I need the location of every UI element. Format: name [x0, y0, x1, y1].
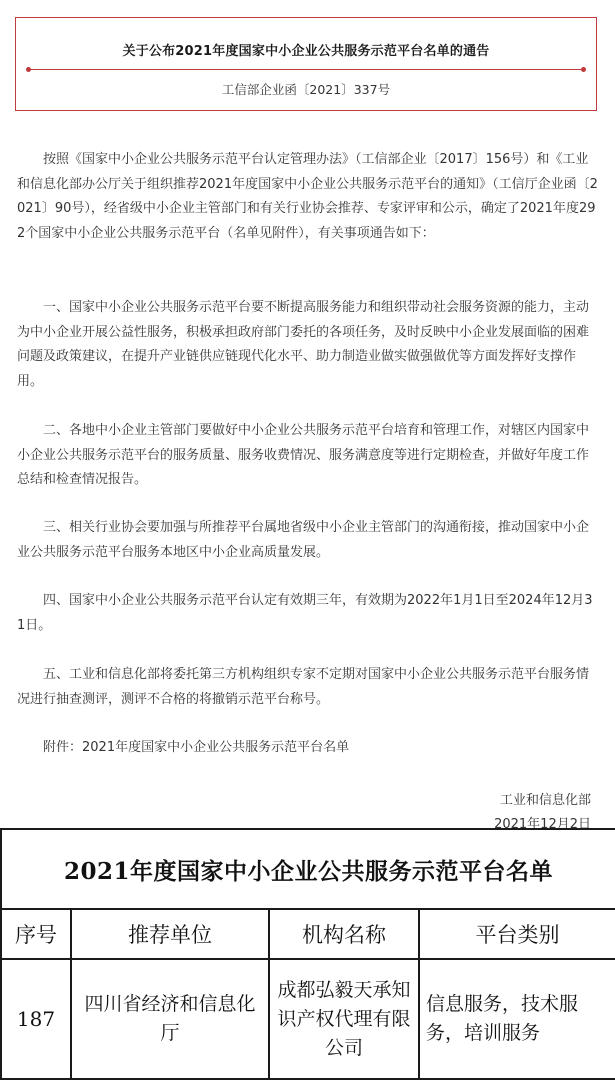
paragraph-item-4: [17, 589, 599, 638]
column-header-category: 平台类别: [419, 909, 615, 959]
paragraph-intro: [17, 148, 599, 246]
paragraph-item-3-text: 三、相关行业协会要加强与所推荐平台属地省级中小企业主管部门的沟通衔接，推动国家中小企业公共服务示范平台服务本地区中小企业高质量发展。: [17, 520, 590, 560]
column-header-index: 序号: [1, 909, 71, 959]
paragraph-item-5: [17, 663, 599, 712]
signature-date: 2021年12月2日: [494, 817, 591, 832]
column-header-organization: 机构名称: [269, 909, 419, 959]
paragraph-intro-text: 按照《国家中小企业公共服务示范平台认定管理办法》（工信部企业〔2017〕156号）和《工业和信息化部办公厅关于组织推荐2021年度国家中小企业公共服务示范平台的通知》（工信厅企业函〔2021〕90号），经省级中小企业主管部门和有关行业协会推荐、专家评审和公示，确定了2021年度292个国家中小企业公共服务示范平台（名单见附件），有关事项通告如下：: [17, 152, 598, 241]
paragraph-item-2-text: 二、各地中小企业主管部门要做好中小企业公共服务示范平台培育和管理工作，对辖区内国家中小企业公共服务示范平台的服务质量、服务收费情况、服务满意度等进行定期检查，并做好年度工作总结和检查情况报告。: [17, 423, 590, 488]
divider-dot-right: [581, 67, 586, 72]
divider-dot-left: [26, 67, 31, 72]
paragraph-item-4-text: 四、国家中小企业公共服务示范平台认定有效期三年，有效期为2022年1月1日至2024年12月31日。: [17, 593, 593, 633]
table-title: 2021年度国家中小企业公共服务示范平台名单: [1, 829, 615, 909]
paragraph-item-1-text: 一、国家中小企业公共服务示范平台要不断提高服务能力和组织带动社会服务资源的能力，主动为中小企业开展公益性服务，积极承担政府部门委托的各项任务，及时反映中小企业发展面临的困难问题及政策建议，在提升产业链供应链现代化水平、助力制造业做实做强做优等方面发挥好支撑作用。: [17, 300, 590, 389]
notice-header-box: [15, 17, 597, 111]
attachment-link-text: 附件：2021年度国家中小企业公共服务示范平台名单: [43, 740, 350, 755]
cell-recommender: 四川省经济和信息化厅: [71, 959, 269, 1079]
paragraph-item-5-text: 五、工业和信息化部将委托第三方机构组织专家不定期对国家中小企业公共服务示范平台服务情况进行抽查测评，测评不合格的将撤销示范平台称号。: [17, 667, 590, 707]
document-number: 工信部企业函〔2021〕337号: [221, 82, 391, 97]
paragraph-item-1: [17, 296, 599, 394]
cell-category: 信息服务，技术服务，培训服务: [419, 959, 615, 1079]
signature-issuer: 工业和信息化部: [499, 793, 591, 808]
table-row: [1, 959, 615, 1079]
notice-title: 关于公布2021年度国家中小企业公共服务示范平台名单的通告: [122, 44, 490, 59]
header-divider: [28, 69, 584, 70]
platform-list-table: [0, 828, 615, 1080]
cell-index: 187: [1, 959, 71, 1079]
paragraph-item-2: [17, 419, 599, 493]
paragraph-item-3: [17, 516, 599, 565]
column-header-recommender: 推荐单位: [71, 909, 269, 959]
paragraph-attachment: [17, 736, 599, 761]
cell-organization: 成都弘毅天承知识产权代理有限公司: [269, 959, 419, 1079]
